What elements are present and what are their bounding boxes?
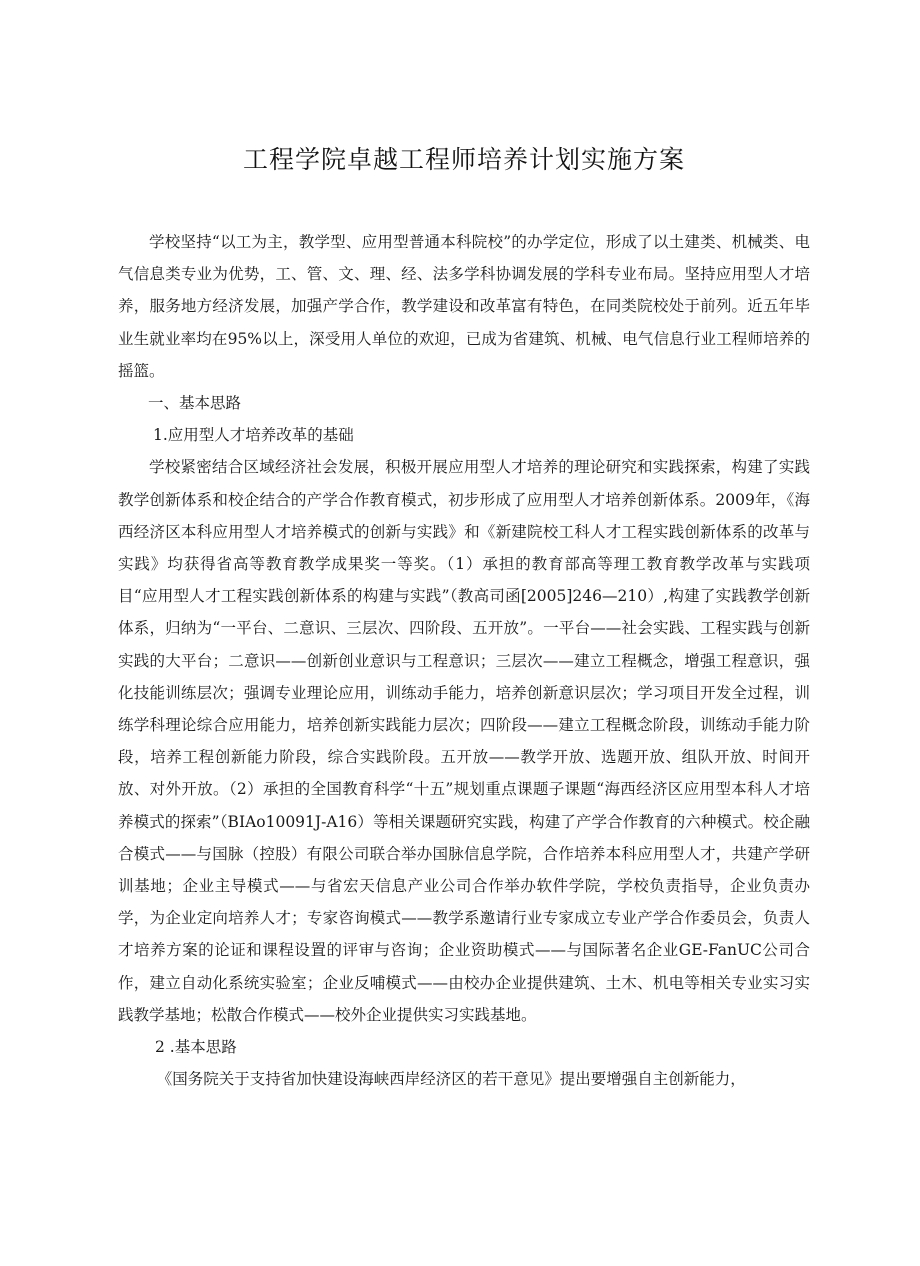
- reform-basis-paragraph: 学校紧密结合区域经济社会发展，积极开展应用型人才培养的理论研究和实践探索，构建了实践教学创新体系和校企结合的产学合作教育模式，初步形成了应用型人才培养创新体系。2009年，《海西经济区本科应用型人才培养模式的创新与实践》和《新建院校工科人才工程实践创新体系的改革与实践》均获得省高等教育教学成果奖一等奖。（1）承担的教育部高等理工教育教学改革与实践项目“应用型人才工程实践创新体系的构建与实践”（教高司函[2005]246—210）,构建了实践教学创新体系，归纳为“一平台、二意识、三层次、四阶段、五开放”。一平台——社会实践、工程实践与创新实践的大平台；二意识——创新创业意识与工程意识；三层次——建立工程概念，增强工程意识，强化技能训练层次；强调专业理论应用，训练动手能力，培养创新意识层次；学习项目开发全过程，训练学科理论综合应用能力，培养创新实践能力层次；四阶段——建立工程概念阶段，训练动手能力阶段，培养工程创新能力阶段，综合实践阶段。五开放——教学开放、选题开放、组队开放、时间开放、对外开放。（2）承担的全国教育科学“十五”规划重点课题子课题“海西经济区应用型本科人才培养模式的探索”（BIAo10091J-A16）等相关课题研究实践，构建了产学合作教育的六种模式。校企融合模式——与国脉（控股）有限公司联合举办国脉信息学院，合作培养本科应用型人才，共建产学研训基地；企业主导模式——与省宏天信息产业公司合作举办软件学院，学校负责指导，企业负责办学，为企业定向培养人才；专家咨询模式——教学系邀请行业专家成立专业产学合作委员会，负责人才培养方案的论证和课程设置的评审与咨询；企业资助模式——与国际著名企业GE-FanUC公司合作，建立自动化系统实验室；企业反哺模式——由校办企业提供建筑、土木、机电等相关专业实习实践教学基地；松散合作模式——校外企业提供实习实践基地。: [118, 458, 810, 1024]
- section-heading-basic-approach: 一、基本思路: [148, 394, 242, 413]
- document-title: 工程学院卓越工程师培养计划实施方案: [242, 145, 685, 174]
- intro-paragraph: 学校坚持“以工为主，教学型、应用型普通本科院校”的办学定位，形成了以土建类、机械类、电气信息类专业为优势，工、管、文、理、经、法多学科协调发展的学科专业布局。坚持应用型人才培养，服务地方经济发展，加强产学合作，教学建设和改革富有特色，在同类院校处于前列。近五年毕业生就业率均在95%以上，深受用人单位的欢迎，已成为省建筑、机械、电气信息行业工程师培养的摇篮。: [118, 233, 810, 380]
- basic-approach-paragraph: 《国务院关于支持省加快建设海峡西岸经济区的若干意见》提出要增强自主创新能力，: [156, 1070, 746, 1089]
- subsection-heading-basic-approach: 2 .基本思路: [155, 1038, 237, 1057]
- document-body: [118, 226, 810, 1095]
- subsection-heading-reform-basis: 1.应用型人才培养改革的基础: [153, 426, 354, 445]
